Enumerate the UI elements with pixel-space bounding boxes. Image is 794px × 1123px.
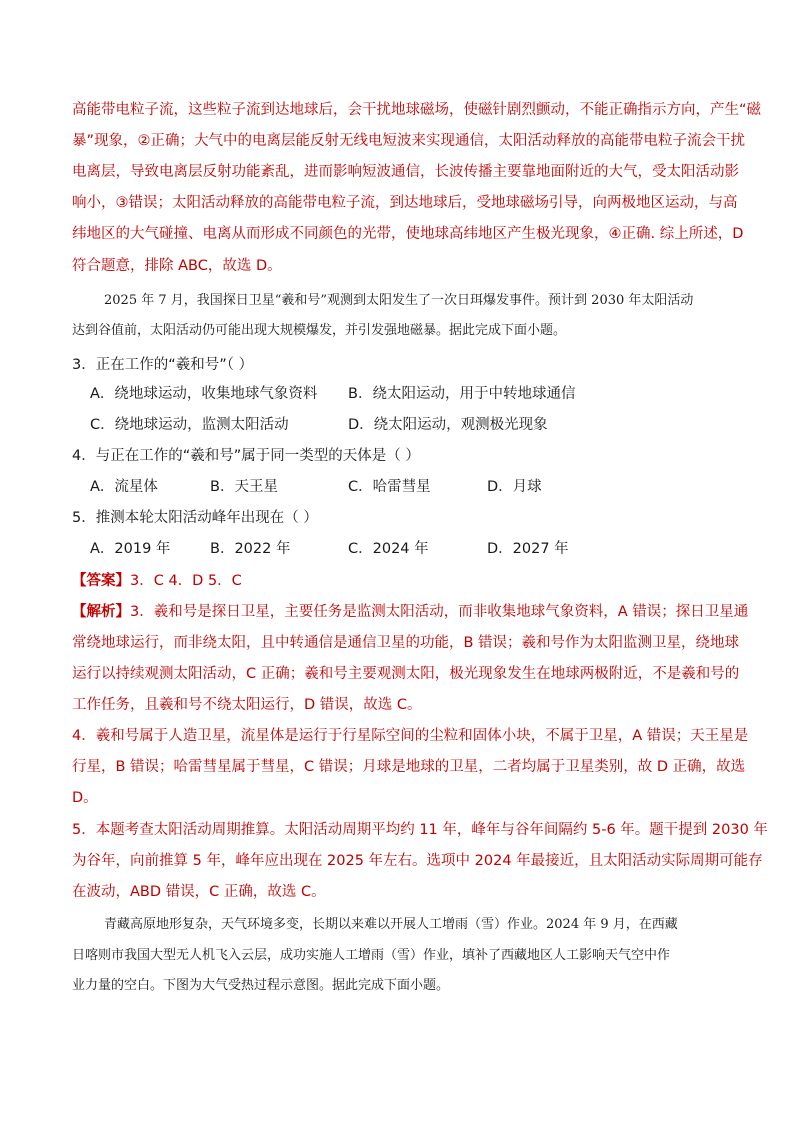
question-3-option-a: A．绕地球运动，收集地球气象资料 (90, 386, 318, 402)
answer-label: 【答案】 (72, 573, 130, 589)
analysis-text: 3．羲和号是探日卫星，主要任务是监测太阳活动，而非收集地球气象资料，A 错误；探日卫星通 (130, 604, 749, 620)
answer-text: 3．C 4．D 5．C (130, 573, 242, 589)
question-4-option-d: D．月球 (487, 479, 542, 495)
explanation-line: 符合题意，排除 ABC，故选 D。 (72, 258, 282, 274)
question-3-stem: 3．正在工作的“羲和号”（ ） (72, 357, 254, 373)
analysis-line: 5．本题考查太阳活动周期推算。太阳活动周期平均约 11 年，峰年与谷年间隔约 5-6 年。题干提到 2030 年 (72, 822, 768, 838)
analysis-label: 【解析】 (72, 604, 130, 620)
question-3-option-b: B．绕太阳运动，用于中转地球通信 (348, 386, 576, 402)
question-5-stem: 5．推测本轮太阳活动峰年出现在（ ） (72, 510, 318, 526)
material-line: 2025 年 7 月，我国探日卫星“羲和号”观测到太阳发生了一次日珥爆发事件。预计到 2030 年太阳活动 (104, 293, 694, 308)
material-line: 业力量的空白。下图为大气受热过程示意图。据此完成下面小题。 (72, 978, 450, 993)
analysis-line: 常绕地球运行，而非绕太阳，且中转通信是通信卫星的功能，B 错误；羲和号作为太阳监测卫星，绕地球 (72, 635, 740, 651)
analysis-line: 在波动，ABD 错误，C 正确，故选 C。 (72, 884, 326, 900)
question-5-option-d: D．2027 年 (487, 541, 569, 557)
question-4-option-a: A．流星体 (90, 479, 158, 495)
material-line: 青藏高原地形复杂，天气环境多变，长期以来难以开展人工增雨（雪）作业。2024 年 9 月，在西藏 (104, 917, 678, 932)
question-4-stem: 4．与正在工作的“羲和号”属于同一类型的天体是（ ） (72, 448, 420, 464)
explanation-line: 响小，③错误；太阳活动释放的高能带电粒子流，到达地球后，受地球磁场引导，向两极地区运动，与高 (72, 195, 738, 211)
analysis-line: D。 (72, 790, 98, 806)
explanation-line: 高能带电粒子流，这些粒子流到达地球后，会干扰地球磁场，使磁针剧烈颤动，不能正确指示方向，产生“磁 (72, 102, 762, 118)
material-line: 达到谷值前，太阳活动仍可能出现大规模爆发，并引发强地磁暴。据此完成下面小题。 (72, 323, 567, 338)
analysis-line: 4．羲和号属于人造卫星，流星体是运行于行星际空间的尘粒和固体小块，不属于卫星，A 错误；天王星是 (72, 728, 749, 744)
analysis-line: 行星，B 错误；哈雷彗星属于彗星，C 错误；月球是地球的卫星，二者均属于卫星类别，故 D 正确，故选 (72, 759, 746, 775)
question-5-option-c: C．2024 年 (348, 541, 429, 557)
explanation-line: 纬地区的大气碰撞、电离从而形成不同颜色的光带，使地球高纬地区产生极光现象，④正确. 综上所述，D (72, 226, 744, 242)
question-3-option-c: C．绕地球运动，监测太阳活动 (90, 417, 289, 433)
analysis-line: 运行以持续观测太阳活动，C 正确；羲和号主要观测太阳，极光现象发生在地球两极附近，不是羲和号的 (72, 666, 740, 682)
explanation-line: 电离层，导致电离层反射功能紊乱，进而影响短波通信，长波传播主要靠地面附近的大气，受太阳活动影 (72, 164, 739, 180)
analysis-line: 工作任务，且羲和号不绕太阳运行，D 错误，故选 C。 (72, 697, 422, 713)
answer-line (72, 571, 242, 591)
question-3-option-d: D．绕太阳运动，观测极光现象 (348, 417, 548, 433)
analysis-line: 为谷年，向前推算 5 年，峰年应出现在 2025 年左右。选项中 2024 年最接近，且太阳活动实际周期可能存 (72, 853, 763, 869)
question-5-option-b: B．2022 年 (210, 541, 291, 557)
question-4-option-c: C．哈雷彗星 (348, 479, 431, 495)
question-5-option-a: A．2019 年 (90, 541, 171, 557)
question-4-option-b: B．天王星 (210, 479, 278, 495)
explanation-line: 暴”现象，②正确；大气中的电离层能反射无线电短波来实现通信，太阳活动释放的高能带电粒子流会干扰 (72, 133, 746, 149)
analysis-line (72, 602, 748, 622)
material-line: 日喀则市我国大型无人机飞入云层，成功实施人工增雨（雪）作业，填补了西藏地区人工影响天气空中作 (72, 948, 671, 963)
